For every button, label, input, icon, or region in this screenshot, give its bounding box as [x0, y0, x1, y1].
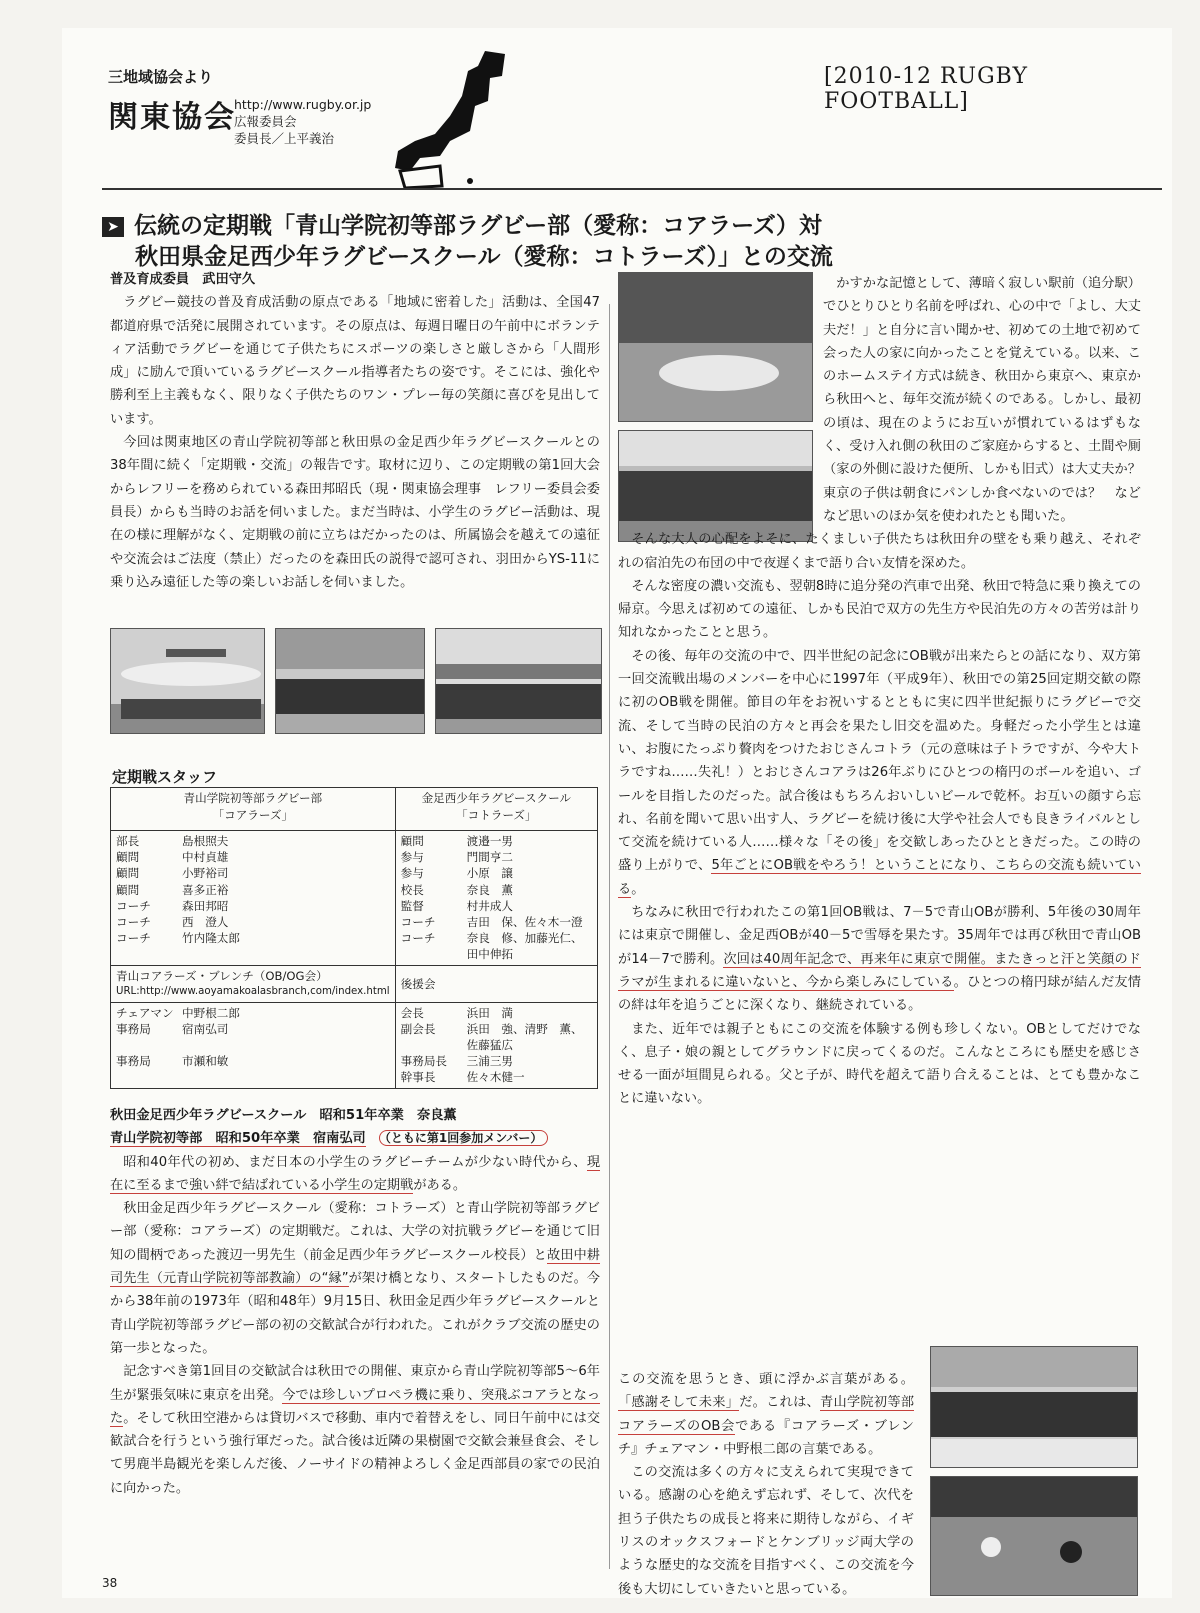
- header-rule: [102, 188, 1162, 190]
- committee-chair: 委員長／上平義治: [234, 131, 335, 146]
- right-column-text: [618, 272, 1155, 1111]
- photo-group-at-school: [275, 628, 425, 734]
- article-paragraph-1: 昭和40年代の初め、まだ日本の小学生のラグビーチームが少ない時代から、現在に至るまで強い絆で結ばれている小学生の定期戦がある。: [110, 1154, 600, 1193]
- article-paragraph-3: 記念すべき第1回目の交歓試合は秋田での開催、東京から青山学院初等部5～6年生が緊張気味に東京を出発。今では珍しいプロペラ機に乗り、突飛ぶコアラとなった。そして秋田空港からは貸切バスで移動、車内で着替えをし、同日午前中には交歓試合を行うという強行軍だった。試合後は近隣の果樹園で交歓会兼昼食会、そして男鹿半島観光を楽しんだ後、ノーサイドの精神よろしく金足西部員の家での民泊に向かった。: [110, 1364, 601, 1496]
- staff-row: 顧問 小野裕司: [116, 866, 229, 881]
- staff-row: 事務局長 三浦三男: [400, 1054, 514, 1069]
- staff-row: 顧問 中村貞雄: [116, 850, 229, 865]
- staff-row: チェアマン 中野根二郎: [116, 1005, 240, 1020]
- koalas-header: 青山学院初等部ラグビー部 「コアラーズ」: [111, 788, 396, 831]
- staff-row: 顧問 喜多正裕: [116, 882, 229, 897]
- ob-staff-list: [111, 1002, 396, 1088]
- photo-match-action: [930, 1476, 1138, 1596]
- kotoras-header: 金足西少年ラグビースクール 「コトラーズ」: [395, 788, 597, 831]
- ob-association-header: 青山コアラーズ・ブレンチ（OB/OG会） URL:http://www.aoyamakoalasbranch,com/index.html: [111, 965, 396, 1002]
- staff-row: [116, 1037, 390, 1053]
- association-url[interactable]: http://www.rugby.or.jp: [234, 97, 372, 112]
- section-label: 三地域協会より: [108, 68, 214, 86]
- author-note: （ともに第1回参加メンバー）: [379, 1130, 549, 1146]
- arrow-marker-icon: ➤: [102, 217, 124, 237]
- motto-paragraph: この交流を思うとき、頭に浮かぶ言葉がある。「感謝そして未来」だ。これは、青山学院初等部コアラーズのOB会である『コアラーズ・ブレンチ』チェアマン・中野根二郎の言葉である。: [618, 1372, 915, 1457]
- page-number: 38: [102, 1576, 118, 1590]
- article-author-1: 秋田金足西少年ラグビースクール 昭和51年卒業 奈良薫: [110, 1108, 457, 1123]
- column-divider: [609, 304, 610, 1569]
- article-author-2: 青山学院初等部 昭和50年卒業 宿南弘司 （ともに第1回参加メンバー）: [110, 1127, 600, 1150]
- supporters-list: [395, 1002, 597, 1088]
- family-paragraph: また、近年では親子ともにこの交流を体験する例も珍しくない。OBとしてだけでなく、息子・娘の親としてグラウンドに戻ってくるのだ。こんなところにも歴史を感じさせる一面が垣間見られる。父と子が、時代を超えて語り合えることは、とても豊かなことに違いない。: [618, 1021, 1141, 1107]
- article-paragraph-r3: そんな密度の濃い交流も、翌朝8時に追分発の汽車で出発、秋田で特急に乗り換えての帰京。今思えば初めての遠征、しかも民泊で双方の先生方や民泊先の方々の苦労は計り知れなかったことと思う。: [618, 578, 1141, 641]
- article-paragraph-2: 秋田金足西少年ラグビースクール（愛称：コトラーズ）と青山学院初等部ラグビー部（愛称：コアラーズ）の定期戦だ。これは、大学の対抗戦ラグビーを通じて旧知の間柄であった渡辺一男先生（前金足西少年ラグビースクール校長）と故田中耕司先生（元青山学院初等部教諭）の“縁”が架け橋となり、スタートしたものだ。今から38年前の1973年（昭和48年）9月15日、秋田金足西少年ラグビースクールと青山学院初等部ラグビー部の初の交歓試合が行われた。これがクラブ交流の歴史の第一歩となった。: [110, 1201, 600, 1356]
- staff-row: 幹事長 佐々木健一: [400, 1070, 525, 1085]
- staff-row: コーチ 奈良 修、加藤光仁、: [400, 931, 583, 946]
- staff-row: 事務局 市瀬和敏: [116, 1054, 229, 1069]
- closing-paragraph: この交流は多くの方々に支えられて実現できている。感謝の心を絶えず忘れず、そして、次代を担う子供たちの成長と将来に期待しながら、イギリスのオックスフォードとケンブリッジ両大学のような歴史的な交流を目指すべく、この交流を今後も大切にしていきたいと思っている。: [618, 1465, 914, 1597]
- recollection-paragraph: かすかな記憶として、薄暗く寂しい駅前（追分駅）でひとりひとり名前を呼ばれ、心の中で「よし、大丈夫だ！」と自分に言い聞かせ、初めての土地で初めて会った人の家に向かったことを覚えている。以来、このホームステイ方式は続き、秋田から東京へ、東京から秋田へと、毎年交流が続くのである。しかし、最初の頃は、現在のようにお互いが慣れているはずもなく、受け入れ側の秋田のご家庭からすると、土間や厠（家の外側に設けた便所、しかも旧式）は大丈夫か？ 東京の子供は朝食にパンしか食べないのでは？ などなど思いのほか気を使われたとも聞いた。: [823, 276, 1155, 524]
- supporters-header: 後援会: [395, 965, 597, 1002]
- staff-row: コーチ 西 澄人: [116, 915, 229, 930]
- ob-association-url[interactable]: URL:http://www.aoyamakoalasbranch,com/index.html: [116, 985, 390, 997]
- intro-paragraph-1: ラグビー競技の普及育成活動の原点である「地域に密着した」活動は、全国47都道府県で活発に展開されています。その原点は、毎週日曜日の午前中にボランティア活動でラグビーを通じて子供たちにスポーツの楽しさと厳しさから「人間形成」に励んで頂いているラグビースクール指導者たちの姿です。そこには、強化や勝利至上主義もなく、限りなく子供たちのワン・プレー毎の笑顔に喜びを見出しています。: [110, 295, 600, 427]
- committee-name: 広報委員会: [234, 114, 297, 129]
- intro-column: [110, 268, 600, 594]
- staff-heading: 定期戦スタッフ: [112, 768, 218, 786]
- ob-results-paragraph: ちなみに秋田で行われたこの第1回OB戦は、7－5で青山OBが勝利、5年後の30周年には東京で開催し、金足西OBが40－5で雪辱を果たす。35周年では再び秋田で青山OBが14－7で勝利。次回は40周年記念で、再来年に東京で開催。またきっと汗と笑顔のドラマが生まれるに違いないと、今から楽しみにしている。ひとつの楕円球が結んだ友情の絆は年を追うごとに深くなり、継続されている。: [618, 905, 1141, 1014]
- intro-author: 普及育成委員 武田守久: [110, 272, 256, 287]
- staff-row: 事務局 宿南弘司: [116, 1021, 229, 1036]
- photo-ob-team: [930, 1346, 1138, 1468]
- staff-row: コーチ 吉田 保、佐々木一澄: [400, 915, 583, 930]
- contact-block: [234, 96, 371, 147]
- staff-row: 部長 島根照夫: [116, 834, 229, 848]
- article-title: ➤ 伝統の定期戦「青山学院初等部ラグビー部（愛称：コアラーズ）対 秋田県金足西少年ラグビースクール（愛称：コトラーズ）」との交流: [102, 211, 833, 273]
- staff-row: 参与 小原 譲: [400, 866, 514, 881]
- staff-table: [110, 787, 598, 1089]
- ob-match-paragraph: その後、毎年の交流の中で、四半世紀の記念にOB戦が出来たらとの話になり、双方第一回交流戦出場のメンバーを中心に1997年（平成9年）、秋田での第25回定期交歓の際に初のOB戦を開催。節目の年をお祝いするとともに実に四半世紀振りにラグビーで交流、そして当時の民泊の方々と再会を果たし旧交を温めた。身軽だった小学生とは違い、お腹にたっぷり贅肉をつけたおじさんコトラ（元の意味は子トラですが、今や大トラですね……失礼！）とおじさんコアラは26年ぶりにひとつの楕円のボールを追い、ゴールを目指したのだった。試合後はもちろんおいしいビールで乾杯。お互いの顔すら忘れ、名前を聞いて思い出す人、ラグビーを続け後に大学や社会人でも良きライバルとして交流を続けている人……様々な「その後」を交歓しあったひとときだった。この時の盛り上がりで、5年ごとにOB戦をやろう！ということになり、こちらの交流も続いている。: [618, 648, 1141, 897]
- staff-row: 参与 門間亨二: [400, 850, 514, 865]
- staff-row: 会長 浜田 満: [400, 1005, 514, 1020]
- staff-row: 校長 奈良 薫: [400, 882, 514, 897]
- japan-map-logo-icon: [380, 46, 510, 196]
- photo-team-on-field: [435, 628, 602, 734]
- staff-row: 佐藤猛広: [466, 1038, 514, 1053]
- intro-paragraph-2: 今回は関東地区の青山学院初等部と秋田県の金足西少年ラグビースクールとの38年間に続く「定期戦・交流」の報告です。取材に辺り、この定期戦の第1回大会からレフリーを務められている森田邦昭氏（現・関東協会理事 レフリー委員会委員長）からも当時のお話を伺いました。まだ当時は、小学生のラグビー活動は、現在の様に理解がなく、定期戦の前に立ちはだかったのは、所属協会を越えての遠征や交流会はご法度（禁止）だったのを森田氏の説得で認可され、羽田からYS-11に乗り込み遠征した等の楽しいお話しを伺いました。: [110, 435, 600, 590]
- staff-row: コーチ 竹内隆太郎: [116, 931, 240, 946]
- koalas-staff-list: [111, 831, 396, 966]
- staff-row: コーチ 森田邦昭: [116, 898, 229, 913]
- photo-propeller-plane: [110, 628, 265, 734]
- exchange-article-column: [110, 1104, 600, 1500]
- article-paragraph-r2: そんな大人の心配をよそに、たくましい子供たちは秋田弁の壁をも乗り越え、それぞれの宿泊先の布団の中で夜遅くまで語り合い友情を深めた。: [618, 532, 1141, 571]
- staff-row: 監督 村井成人: [400, 898, 514, 913]
- handwritten-reference: [2010-12 RUGBY FOOTBALL]: [824, 64, 1028, 114]
- staff-row: 顧問 渡邉一男: [400, 834, 514, 848]
- association-name: 関東協会: [108, 100, 236, 135]
- closing-column: [618, 1368, 914, 1601]
- kotoras-staff-list: [395, 831, 597, 966]
- magazine-page: [62, 28, 1172, 1598]
- staff-row: 副会長 浜田 強、清野 薫、: [400, 1021, 583, 1036]
- staff-row: 田中伸拓: [466, 947, 514, 962]
